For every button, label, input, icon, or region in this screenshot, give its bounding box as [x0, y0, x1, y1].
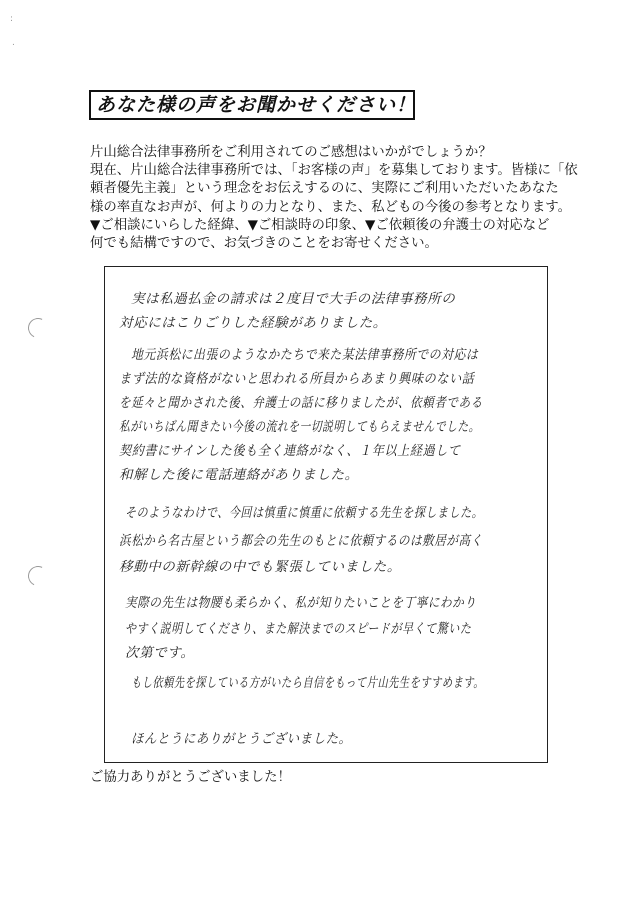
handwritten-line: を延々と聞かされた後、弁護士の話に移りましたが、依頼者である — [119, 395, 483, 411]
intro-line: ▼ご相談にいらした経緯、▼ご相談時の印象、▼ご依頼後の弁護士の対応など — [90, 217, 550, 233]
handwritten-letter-box — [104, 266, 548, 763]
handwritten-line: 和解した後に電話連絡がありました。 — [119, 467, 359, 483]
handwritten-line: もし依頼先を探している方がいたら自信をもって片山先生をすすめます。 — [131, 675, 484, 691]
handwritten-line: 浜松から名古屋という都会の先生のもとに依頼するのは敷居が高く — [119, 533, 483, 549]
handwritten-line: 次第です。 — [125, 645, 195, 661]
handwritten-line: ほんとうにありがとうございました。 — [131, 731, 352, 747]
intro-text — [90, 144, 578, 253]
punch-hole-top — [25, 315, 51, 341]
intro-line: 現在、片山総合法律事務所では、「お客様の声」を募集しております。皆様に「依 — [90, 163, 578, 179]
handwritten-line: そのようなわけで、今回は慎重に慎重に依頼する先生を探しました。 — [125, 505, 484, 521]
punch-hole-bottom — [25, 563, 51, 589]
page-title: あなた様の声をお聞かせください！ — [89, 90, 415, 120]
handwritten-line: 実は私過払金の請求は２度目で大手の法律事務所の — [131, 291, 456, 307]
handwritten-line: まず法的な資格がないと思われる所員からあまり興味のない話 — [119, 371, 475, 387]
scan-mark-top-2: . — [12, 38, 15, 48]
handwritten-line: 実際の先生は物腰も柔らかく、私が知りたいことを丁寧にわかり — [125, 595, 477, 611]
intro-line: 片山総合法律事務所をご利用されてのご感想はいかがでしょうか？ — [90, 145, 492, 160]
footer-thanks: ご協力ありがとうございました！ — [90, 770, 291, 785]
handwritten-line: 対応にはこりごりした経験がありました。 — [119, 315, 387, 331]
handwritten-line: 契約書にサインした後も全く連絡がなく、１年以上経過して — [119, 443, 461, 459]
handwritten-line: やすく説明してくださり、また解決までのスピードが早くて驚いた — [125, 621, 472, 637]
handwritten-line: 移動中の新幹線の中でも緊張していました。 — [119, 559, 401, 575]
intro-line: 頼者優先主義」という理念をお伝えするのに、実際にご利用いただいたあなた — [90, 181, 559, 197]
scan-mark-top: : — [10, 14, 14, 24]
handwritten-line: 地元浜松に出張のようなかたちで来た某法律事務所での対応は — [131, 347, 479, 363]
handwritten-line: 私がいちばん聞きたい今後の流れを一切説明してもらえませんでした。 — [119, 419, 480, 435]
intro-line: 何でも結構ですので、お気づきのことをお寄せください。 — [90, 235, 438, 251]
intro-line: 様の率直なお声が、何よりの力となり、また、私どもの今後の参考となります。 — [90, 199, 571, 215]
